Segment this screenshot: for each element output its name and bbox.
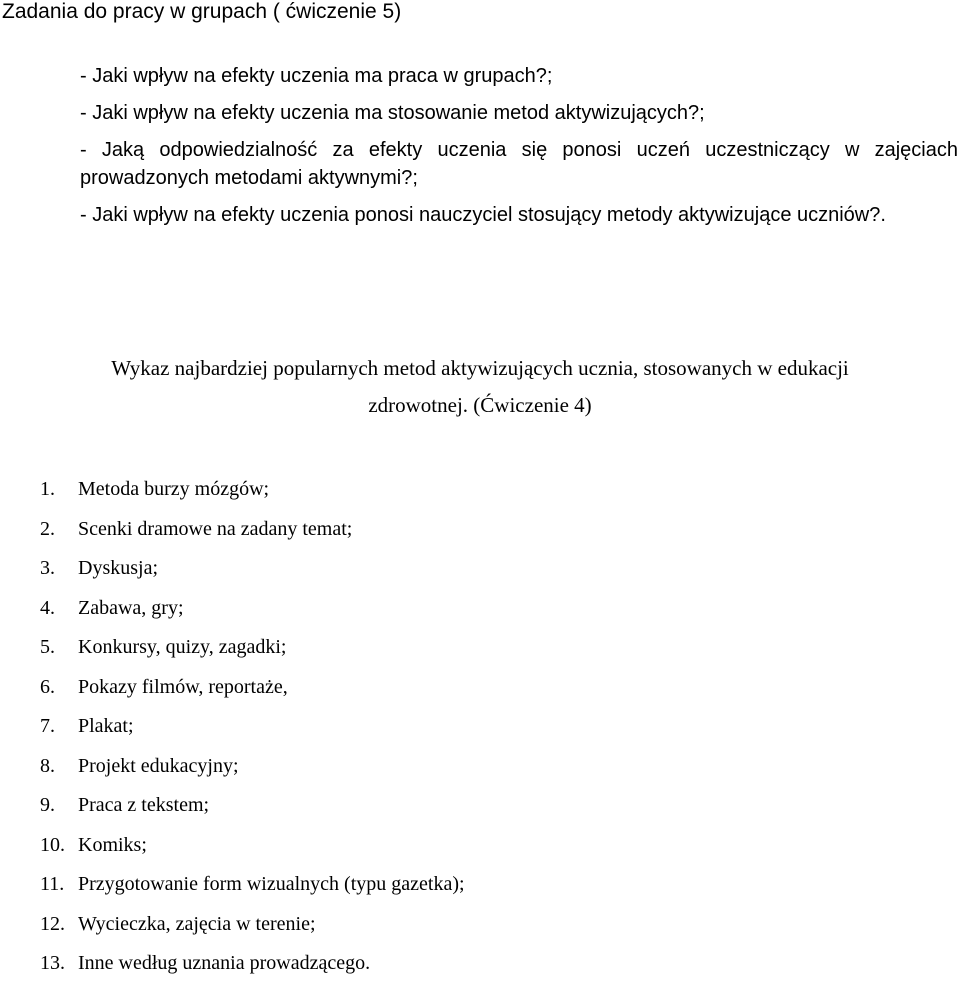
list-item-number: 1. [40, 478, 55, 500]
section-title [0, 350, 960, 424]
list-item-text: Inne według uznania prowadzącego. [78, 952, 371, 974]
list-item-text: Pokazy filmów, reportaże, [78, 675, 288, 698]
list-item-number: 4. [40, 596, 55, 619]
list-item-text: Dyskusja; [78, 557, 158, 579]
list-item-number: 6. [40, 675, 55, 698]
question-3-continuation: prowadzonych metodami aktywnymi?; [80, 167, 418, 189]
list-item-number: 7. [40, 715, 55, 737]
list-item-number: 9. [40, 794, 55, 816]
list-item-number: 13. [40, 952, 65, 974]
list-item [40, 628, 465, 668]
list-item-text: Scenki dramowe na zadany temat; [78, 517, 353, 540]
list-item-number: 12. [40, 912, 65, 935]
list-item [40, 510, 465, 550]
list-item [40, 707, 465, 747]
list-item [40, 944, 465, 984]
list-item-number: 5. [40, 636, 55, 658]
section-title-line-2: zdrowotnej. (Ćwiczenie 4) [368, 393, 592, 417]
question-3: - Jaką odpowiedzialność za efekty uczenia się ponosi uczeń uczestniczący w zajęciach [80, 139, 958, 161]
list-item-text: Praca z tekstem; [78, 794, 210, 816]
list-item [40, 589, 465, 629]
list-item-number: 10. [40, 833, 65, 856]
list-item-text: Projekt edukacyjny; [78, 754, 239, 777]
page-heading: Zadania do pracy w grupach ( ćwiczenie 5) [2, 0, 402, 23]
question-4: - Jaki wpływ na efekty uczenia ponosi nauczyciel stosujący metody aktywizujące uczniów?. [80, 204, 886, 226]
list-item-text: Zabawa, gry; [78, 596, 184, 619]
question-2: - Jaki wpływ na efekty uczenia ma stosowanie metod aktywizujących?; [80, 102, 705, 124]
list-item-text: Plakat; [78, 715, 134, 737]
methods-list [40, 470, 465, 984]
question-1: - Jaki wpływ na efekty uczenia ma praca w grupach?; [80, 65, 553, 87]
list-item [40, 747, 465, 787]
list-item-number: 8. [40, 754, 55, 777]
list-item-text: Metoda burzy mózgów; [78, 478, 270, 500]
list-item [40, 470, 465, 510]
section-title-line-1: Wykaz najbardziej popularnych metod aktywizujących ucznia, stosowanych w edukacji [111, 356, 849, 380]
list-item [40, 826, 465, 866]
list-item-text: Wycieczka, zajęcia w terenie; [78, 912, 316, 935]
list-item [40, 865, 465, 905]
list-item [40, 905, 465, 945]
list-item-text: Przygotowanie form wizualnych (typu gazetka); [78, 873, 465, 895]
question-list [80, 62, 958, 229]
list-item [40, 549, 465, 589]
list-item-number: 3. [40, 557, 55, 579]
list-item-text: Komiks; [78, 833, 147, 856]
list-item-number: 2. [40, 517, 55, 540]
list-item [40, 786, 465, 826]
list-item-number: 11. [40, 873, 65, 895]
list-item [40, 668, 465, 708]
list-item-text: Konkursy, quizy, zagadki; [78, 636, 287, 658]
